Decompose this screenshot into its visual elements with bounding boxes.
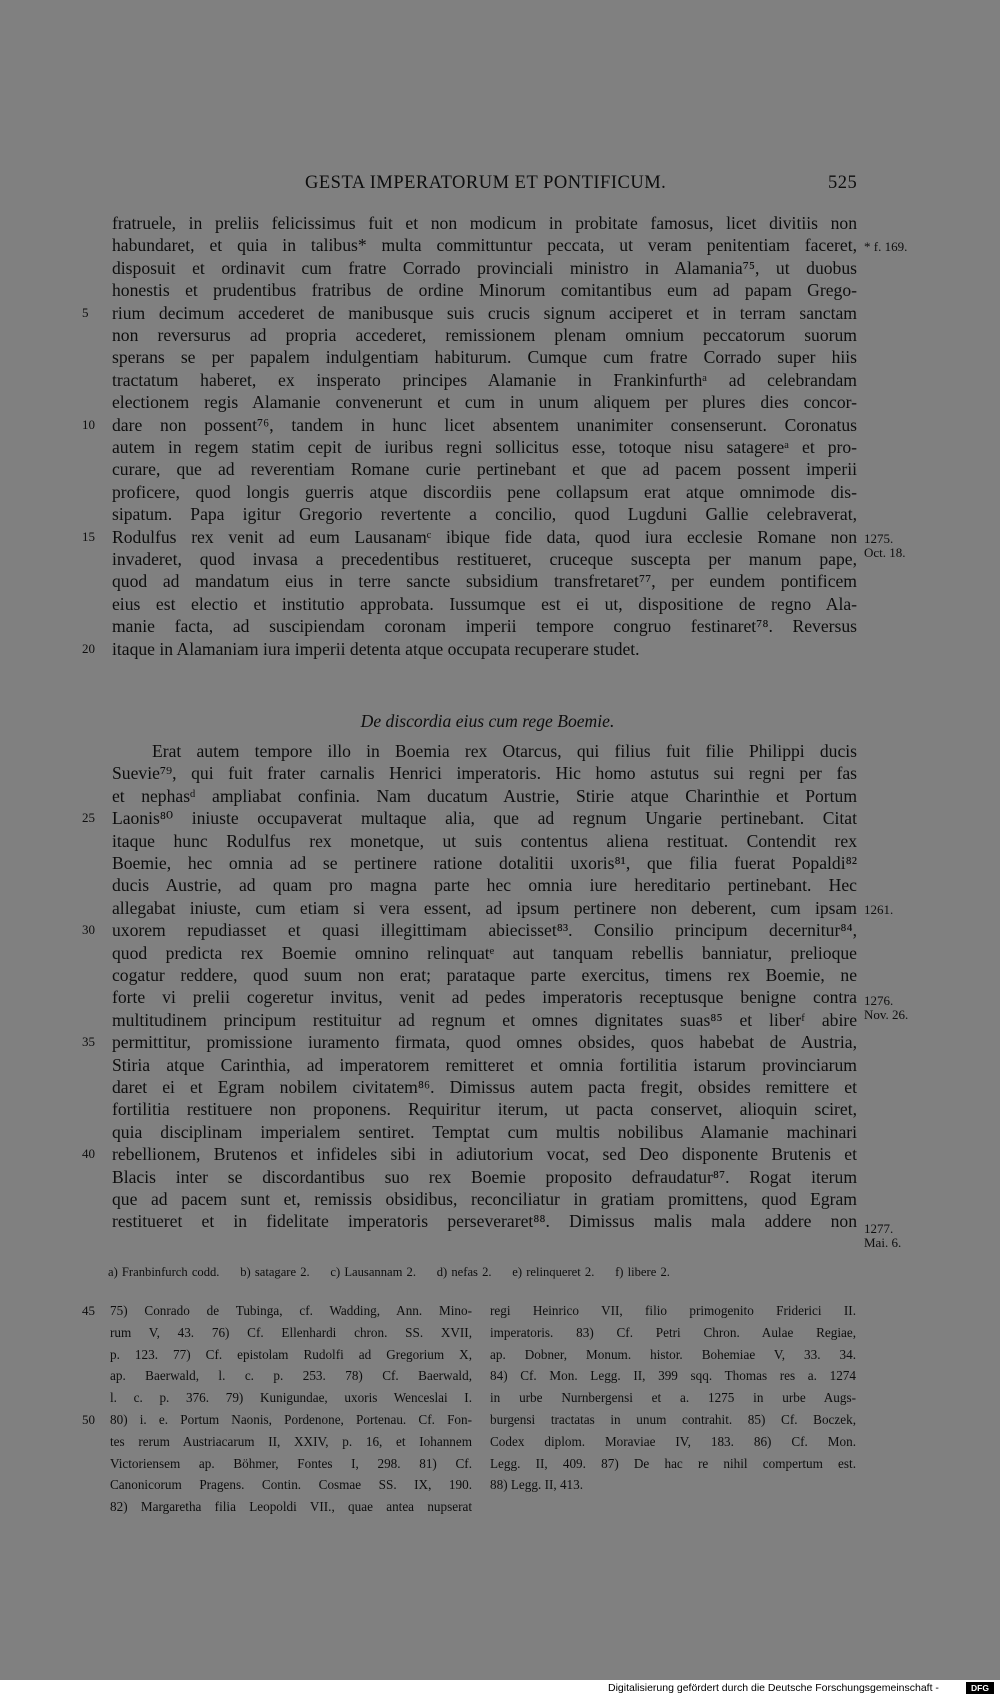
- text-line: rebellionem, Brutenos et infideles sibi in adiutorium vocat, sed Deo disponente Brutenis et: [112, 1144, 857, 1165]
- critical-apparatus: a) Franbinfurch codd. b) satagare 2. c) Lausannam 2. d) nefas 2. e) relinqueret 2. f) libere 2.: [108, 1265, 670, 1279]
- line-number: 35: [82, 1034, 95, 1050]
- text-line: Suevie⁷⁹, qui fuit frater carnalis Henrici imperatoris. Hic homo astutus sui regni per fas: [112, 763, 857, 784]
- line-number: 50: [82, 1412, 95, 1427]
- text-line: non reversurus ad propria accederet, remissionem plenam omnium peccatorum suorum: [112, 325, 857, 345]
- text-line: itaque in Alamaniam iura imperii detenta atque occupata recuperare studet.: [112, 638, 640, 659]
- text-line: autem in regem statim cepit de iuribus regni sollicitus esse, totoque nisu satagereᵃ et pro-: [112, 437, 857, 457]
- text-line: eius est electio et institutio approbata. Iussumque est ei ut, dispositione de regno Ala-: [112, 593, 857, 614]
- digitization-credit: Digitalisierung gefördert durch die Deutsche Forschungsgemeinschaft -: [608, 1682, 939, 1694]
- text-line: electionem regis Alamanie convenerunt et cum in unum aliquem per plures dies concor-: [112, 392, 857, 413]
- margin-date-day: Mai. 6.: [864, 1235, 902, 1250]
- text-line: habundaret, et quia in talibus* multa committuntur peccata, ut veram penitentiam faceret,: [112, 235, 857, 256]
- footnote-line: 82) Margaretha filia Leopoldi VII., quae antea nupserat: [110, 1499, 472, 1515]
- text-line: rium decimum accederet de manibusque suis crucis signum acciperet et in terram sanctam: [112, 302, 857, 323]
- margin-date-year: 1275.: [864, 531, 894, 546]
- footnote-line: in urbe Nurnbergensi et a. 1275 in urbe Augs-: [490, 1390, 856, 1406]
- text-line: dare non possent⁷⁶, tandem in hunc licet absentem unanimiter consenserunt. Coronatus: [112, 414, 857, 435]
- text-line: tractatum haberet, ex insperato principes Alamanie in Frankinfurthᵃ ad celebrandam: [112, 369, 857, 390]
- text-line: Boemie, hec omnia ad se pertinere ratione dotalitii uxoris⁸¹, que filia fuerat Popaldi⁸²: [112, 853, 857, 873]
- section-heading: De discordia eius cum rege Boemie.: [360, 711, 615, 731]
- dfg-logo: DFG: [966, 1682, 994, 1694]
- line-number: 25: [82, 810, 95, 826]
- footnote-line: p. 123. 77) Cf. epistolam Rudolfi ad Gregorium X,: [110, 1346, 472, 1362]
- text-line: Blacis inter se discordantibus suo rex Boemie proposito defraudatur⁸⁷. Rogat iterum: [112, 1166, 857, 1187]
- text-line: permittitur, promissione iuramento firmata, quod omnes obsides, quos habebat de Austria,: [112, 1032, 857, 1053]
- page-number: 525: [828, 173, 858, 193]
- text-line: quod ad mandatum eius in terre sancte subsidium transfretaret⁷⁷, per eundem pontificem: [112, 571, 857, 592]
- text-line: forte vi prelii cogeretur invitus, venit ad pedes imperatoris receptusque benigne contra: [112, 987, 857, 1008]
- text-line: fratruele, in preliis felicissimus fuit et non modicum in probitate famosus, licet divitiis non: [112, 213, 857, 233]
- footnote-line: imperatoris. 83) Cf. Petri Chron. Aulae Regiae,: [490, 1324, 856, 1340]
- text-line: allegabat iniuste, cum etiam si vera essent, ad ipsum pertinere non deberent, cum ipsam: [112, 897, 857, 918]
- running-title: GESTA IMPERATORUM ET PONTIFICUM.: [305, 173, 667, 193]
- margin-date-day: Nov. 26.: [864, 1007, 909, 1022]
- text-line: et nephasᵈ ampliabat confinia. Nam ducatum Austrie, Stirie atque Charinthie et Portum: [112, 785, 857, 806]
- footnote-line: 88) Legg. II, 413.: [490, 1477, 584, 1493]
- footnote-line: tes rerum Austriacarum II, XXIV, p. 16, et Iohannem: [110, 1433, 472, 1449]
- text-line: daret ei et Egram nobilem civitatem⁸⁶. Dimissus autem pacta fregit, obsides remittere et: [112, 1077, 857, 1097]
- footnote-line: 80) i. e. Portum Naonis, Pordenone, Portenau. Cf. Fon-: [110, 1412, 472, 1427]
- footnote-line: l. c. p. 376. 79) Kunigundae, uxoris Wenceslai I.: [110, 1390, 472, 1406]
- text-line: curare, que ad reverentiam Romane curie pertinebant et que ad pacem possent imperii: [112, 459, 857, 480]
- text-line: proficere, quod longis guerris atque discordiis pene collapsum erat atque omnimode dis-: [112, 481, 857, 502]
- text-line: sperans se per papalem indulgentiam habiturum. Cumque cum fratre Corrado super hiis: [112, 347, 857, 368]
- line-number: 40: [82, 1146, 95, 1162]
- text-line: que ad pacem sunt et, remissis obsidibus, reconciliatur in gratiam promittens, quod Egram: [112, 1189, 857, 1209]
- text-line: ducis Austrie, ad quam pro magna parte hec omnia iure hereditario pertinebant. Hec: [112, 875, 857, 896]
- line-number: 15: [82, 528, 95, 544]
- footnote-line: 84) Cf. Mon. Legg. II, 399 sqq. Thomas res a. 1274: [490, 1368, 856, 1384]
- footnote-line: Legg. II, 409. 87) De hac re nihil compertum est.: [490, 1455, 856, 1471]
- text-line: invaderet, quod invasa a precedentibus restitueret, cruceque suscepta per manum pape,: [112, 549, 857, 569]
- folio-note: * f. 169.: [864, 239, 908, 254]
- line-number: 45: [82, 1303, 95, 1318]
- footnote-line: rum V, 43. 76) Cf. Ellenhardi chron. SS. XVII,: [110, 1324, 472, 1340]
- text-line: Erat autem tempore illo in Boemia rex Otarcus, qui filius fuit filie Philippi ducis: [152, 741, 857, 761]
- margin-date-year: 1277.: [864, 1221, 894, 1236]
- margin-date: 1261.: [864, 902, 894, 917]
- footnote-line: burgensi tractatas in unum contrahit. 85) Cf. Boczek,: [490, 1412, 856, 1427]
- line-number: 30: [82, 922, 95, 938]
- text-line: uxorem repudiasset et quasi illegittimam abiecisset⁸³. Consilio principum decernitur⁸⁴,: [112, 920, 857, 941]
- margin-date-year: 1276.: [864, 993, 894, 1008]
- line-number: 20: [82, 640, 95, 656]
- text-line: sipatum. Papa igitur Gregorio revertente a concilio, quod Lugduni Gallie celebraverat,: [112, 504, 857, 525]
- footnote-line: 75) Conrado de Tubinga, cf. Wadding, Ann. Mino-: [110, 1303, 472, 1318]
- text-line: multitudinem principum restituitur ad regnum et omnes dignitates suas⁸⁵ et liberᶠ abire: [112, 1009, 857, 1030]
- line-number: 5: [82, 304, 89, 320]
- footnote-line: Canonicorum Pragens. Contin. Cosmae SS. IX, 190.: [110, 1477, 472, 1493]
- text-line: manie facta, ad suscipiendam coronam imperii tempore congruo festinaret⁷⁸. Reversus: [112, 616, 857, 637]
- text-line: honestis et prudentibus fratribus de ordine Minorum comitantibus eum ad papam Grego-: [112, 280, 857, 301]
- footnote-line: ap. Dobner, Monum. histor. Bohemiae V, 33. 34.: [490, 1346, 856, 1362]
- margin-date-day: Oct. 18.: [864, 545, 906, 560]
- text-line: Stiria atque Carinthia, ad imperatorem remitteret et omnia fortilitia istarum provinciarum: [112, 1054, 857, 1075]
- footnote-line: Victoriensem ap. Böhmer, Fontes I, 298. 81) Cf.: [110, 1455, 472, 1471]
- text-line: Rodulfus rex venit ad eum Lausanamᶜ ibique fide data, quod iura ecclesie Romane non: [112, 526, 857, 547]
- text-line: Laonis⁸⁰ iniuste occupaverat multaque alia, que ad regnum Ungarie pertinebant. Citat: [112, 808, 857, 829]
- text-line: disposuit et ordinavit cum fratre Corrado provinciali ministro in Alamania⁷⁵, ut duobus: [112, 257, 857, 278]
- text-line: restitueret et in fidelitate imperatoris perseveraret⁸⁸. Dimissus malis mala addere non: [112, 1211, 857, 1232]
- footnote-line: regi Heinrico VII, filio primogenito Friderici II.: [490, 1303, 856, 1318]
- text-line: itaque hunc Rodulfus rex monetque, ut suis contentus aliena restituat. Contendit rex: [112, 830, 857, 851]
- text-line: cogatur reddere, quod suum non erat; parataque parte exercitus, timens rex Boemie, ne: [112, 965, 857, 985]
- text-line: fortilitia restituere non proponens. Requiritur iterum, ut pacta conservet, alioquin sciret,: [112, 1099, 857, 1120]
- footnote-line: ap. Baerwald, l. c. p. 253. 78) Cf. Baerwald,: [110, 1368, 472, 1384]
- text-line: quod predicta rex Boemie omnino relinquatᵉ aut tanquam rebellis banniatur, prelioque: [112, 942, 857, 963]
- text-line: quia disciplinam imperialem sentiret. Temptat cum multis nobilibus Alamanie machinari: [112, 1121, 857, 1142]
- footnote-line: Codex diplom. Moraviae IV, 183. 86) Cf. Mon.: [490, 1433, 856, 1449]
- line-number: 10: [82, 416, 95, 432]
